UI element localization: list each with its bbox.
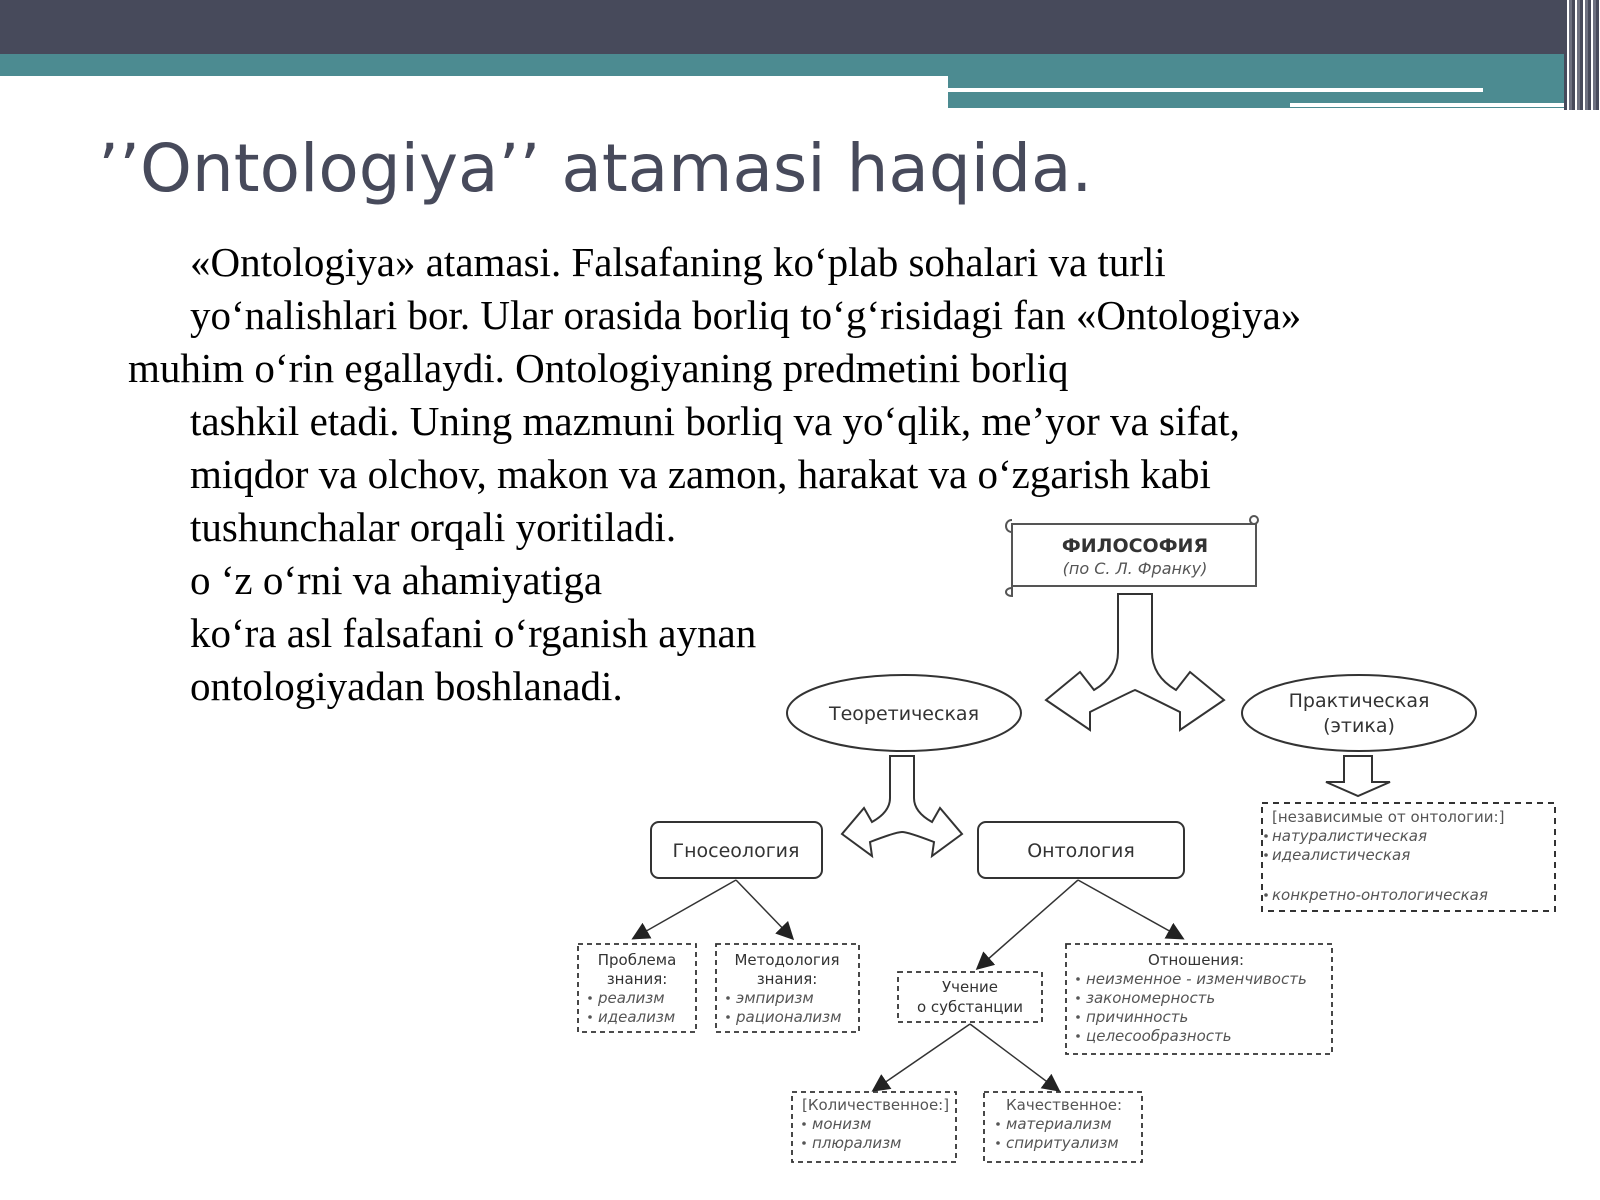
methodology-item: эмпиризм [736,989,814,1007]
gnoseology-label: Гносеология [672,840,800,862]
problem-title: Проблема [597,951,677,969]
practical-label: Практическая [1288,690,1430,712]
slide-title: ’’Ontologiya’’ atamasi haqida. [98,130,1093,207]
methodology-item: рационализм [736,1008,842,1026]
body-line: miqdor va olchov, makon va zamon, harakat va o‘zgarish kabi [190,451,1211,497]
body-line: yo‘nalishlari bor. Ular orasida borliq to‘g‘risidagi fan «Ontologiya» [190,292,1302,338]
qualitative-item: материализм [1006,1115,1112,1133]
relations-item: неизменное - изменчивость [1086,970,1307,988]
root-title: ФИЛОСОФИЯ [1061,535,1209,557]
theoretical-label: Теоретическая [829,703,979,725]
body-line: tushunchalar orqali yoritiladi. [190,504,677,550]
qualitative-title: Качественное: [1006,1096,1123,1114]
methodology-title: Методология [734,951,840,969]
relations-item: причинность [1086,1008,1189,1026]
connector-arrow [874,1024,970,1090]
substance-label: Учение [941,978,999,996]
ontology-label: Онтология [1027,840,1135,862]
substance-label: о субстанции [916,998,1024,1016]
quantitative-title: [Количественное:] [802,1096,950,1114]
theoretical-split-arrow [842,756,962,856]
practical-sublabel: (этика) [1323,715,1395,737]
practical-down-arrow [1326,756,1390,796]
connector-arrow [634,880,736,938]
relations-item: целесообразность [1086,1027,1232,1045]
practical-box-item: натуралистическая [1272,827,1428,845]
problem-title: знания: [606,970,668,988]
root-scroll-node [1006,516,1258,596]
relations-title: Отношения: [1147,951,1245,969]
methodology-title: знания: [756,970,818,988]
problem-item: идеализм [598,1008,676,1026]
practical-box-item: конкретно-онтологическая [1272,886,1488,904]
practical-box-item: идеалистическая [1272,846,1411,864]
connector-arrow [736,880,792,938]
practical-box-header: [независимые от онтологии:] [1272,808,1505,826]
relations-item: закономерность [1086,989,1216,1007]
practical-node [1242,675,1476,751]
body-line: ontologiyadan boshlanadi. [190,663,623,709]
connector-arrow [978,880,1078,968]
connector-arrow [1078,880,1182,938]
connector-arrow [970,1024,1058,1090]
split-arrow [1046,594,1224,730]
quantitative-item: монизм [812,1115,872,1133]
problem-item: реализм [598,989,665,1007]
body-line: ko‘ra asl falsafani o‘rganish aynan [190,610,757,656]
quantitative-item: плюрализм [812,1134,902,1152]
root-subtitle: (по С. Л. Франку) [1062,559,1208,578]
body-line: o ‘z o‘rni va ahamiyatiga [190,557,603,603]
body-line: «Ontologiya» atamasi. Falsafaning ko‘plab sohalari va turli [190,239,1166,285]
qualitative-item: спиритуализм [1006,1134,1119,1152]
body-line: tashkil etadi. Uning mazmuni borliq va yo‘qlik, me’yor va sifat, [190,398,1240,444]
body-line: muhim o‘rin egallaydi. Ontologiyaning predmetini borliq [128,345,1069,391]
